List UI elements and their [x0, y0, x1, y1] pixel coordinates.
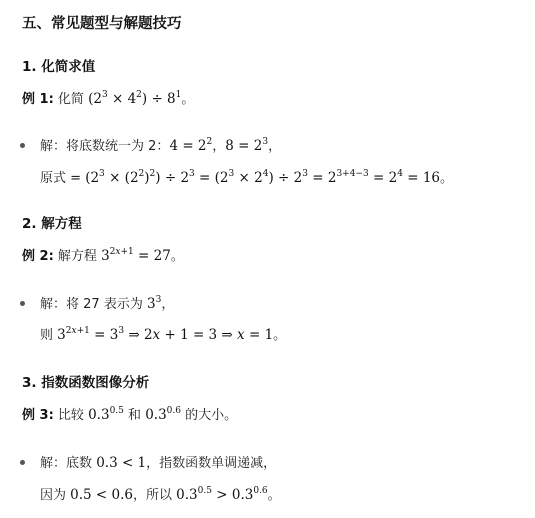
heading-solve-equation: 2. 解方程	[22, 216, 82, 232]
bullet-icon	[20, 460, 25, 465]
solution-1-math-b: $8 = 2^3$	[225, 137, 269, 154]
solution-1-derivation: $(2^3 \times (2^2)^2) \div 2^3 = (2^3 \times 2^4) \div 2^3 = 2^{3+4-3} = 2^4 = 16$	[85, 169, 440, 186]
example-2-problem: 例 2: 解方程 $3^{2x+1} = 27$。	[22, 247, 184, 264]
example-1-label: 例 1	[22, 92, 49, 107]
example-2-solution-line-1: 解：将 27 表示为 $3^3$，	[40, 295, 175, 312]
example-3-problem: 例 3: 比较 $0.3^{0.5}$ 和 $0.3^{0.6}$ 的大小。	[22, 406, 238, 423]
bullet-icon	[20, 301, 25, 306]
solution-label: 解	[40, 139, 54, 154]
solution-2-derivation: $3^{2x+1} = 3^3$ ⇒ 2x + 1 = 3 ⇒ x = 1	[57, 326, 274, 343]
heading-simplify: 1. 化简求值	[22, 59, 96, 75]
example-2-label: 例 2	[22, 249, 49, 264]
example-2-solution-line-2: 则 $3^{2x+1} = 3^3$ ⇒ 2x + 1 = 3 ⇒ x = 1。	[40, 326, 287, 343]
example-1-problem: 例 1: 化简 $(2^3 \times 4^2) \div 8^1$。	[22, 90, 195, 107]
example-2-equation: $3^{2x+1} = 27$	[101, 247, 171, 264]
bullet-icon	[20, 143, 25, 148]
example-1-expression: $(2^3 \times 4^2) \div 8^1$	[88, 90, 182, 107]
example-3-label: 例 3	[22, 408, 49, 423]
example-1-solution-line-2: 原式 = $(2^3 \times (2^2)^2) \div 2^3 = (2^3 \times 2^4) \div 2^3 = 2^{3+4-3} = 2^4 = 16$。	[40, 169, 454, 186]
solution-3-conclusion: $0.3^{0.5} > 0.3^{0.6}$	[176, 486, 268, 503]
example-3-solution-line-2: 因为 0.5 < 0.6，所以 $0.3^{0.5} > 0.3^{0.6}$。	[40, 486, 281, 503]
section-title: 五、常见题型与解题技巧	[22, 16, 182, 32]
example-3-solution-line-1: 解：底数 0.3 < 1，指数函数单调递减，	[40, 455, 277, 471]
solution-1-math-a: $4 = 2^2$	[169, 137, 213, 154]
example-1-solution-line-1: 解：将底数统一为 2：$4 = 2^2$，$8 = 2^3$，	[40, 137, 282, 154]
example-1-text: 化简	[57, 92, 84, 107]
heading-graph-analysis: 3. 指数函数图像分析	[22, 375, 150, 391]
